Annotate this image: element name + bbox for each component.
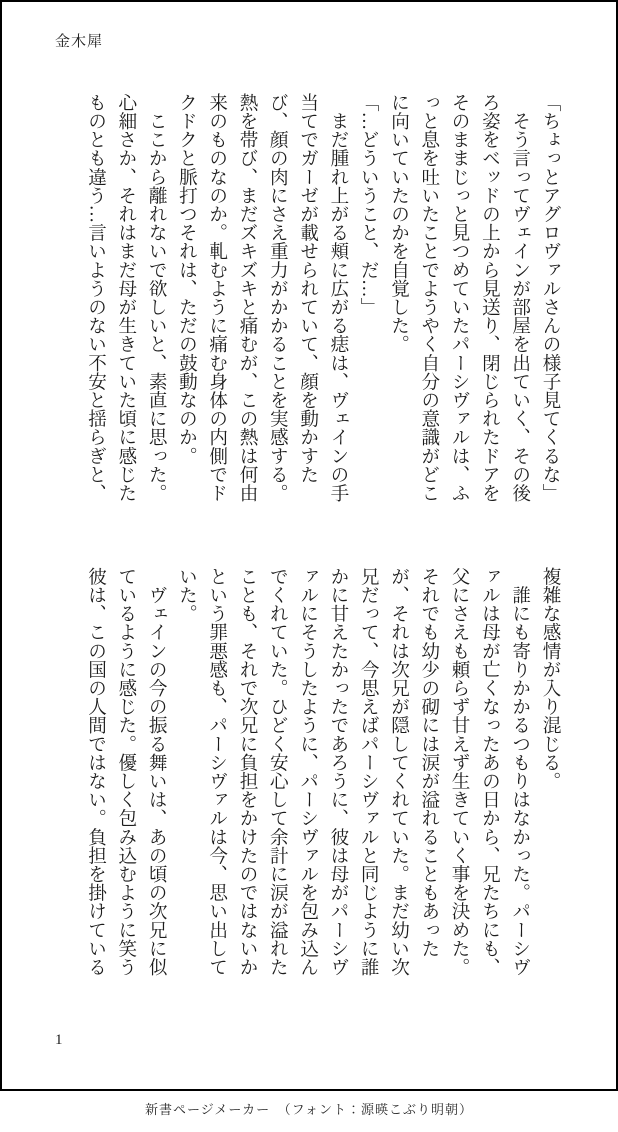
paragraph: 「…どういうこと、だ…」	[358, 93, 380, 317]
text-block-upper	[45, 93, 565, 509]
page-number: 1	[55, 1032, 63, 1048]
paragraph: ここから離れないで欲しいと、素直に思った。心細さか、それはまだ母が生きていた頃に感じたものとも違う…言いようのない不安と揺らぎと、	[85, 93, 168, 503]
paragraph: 誰にも寄りかかるつもりはなかった。パーシヴァルは母が亡くなったあの日から、兄たちにも、父にさえも頼らず甘えず生きていく事を決めた。それでも幼少の砌には涙が溢れることもあったが、それは次兄が隠してくれていた。まだ幼い次兄だって、今思えばパーシヴァルと同じように誰かに甘えたかったであろうに、彼は母がパーシヴァルにそうしたように、パーシヴァルを包み込んでくれていた。ひどく安心して余計に涙が溢れたことも、それで次兄に負担をかけたのではないかという罪悪感も、パーシヴァルは今、思い出していた。	[176, 567, 531, 977]
paragraph: そう言ってヴェインが部屋を出ていく、その後ろ姿をベッドの上から見送り、閉じられたドアをそのままじっと見つめていたパーシヴァルは、ふっと息を吐いたことでようやく自分の意識がどこに向いていたのかを自覚した。	[388, 93, 531, 503]
text-block-lower	[45, 567, 565, 983]
paragraph: ヴェインの今の振る舞いは、あの頃の次兄に似ているように感じた。優しく包み込むように笑う彼は、この国の人間ではない。負担を掛けている	[85, 567, 168, 977]
footer-caption: 新書ページメーカー （フォント：源暎こぶり明朝）	[145, 1102, 473, 1117]
page-header-title: 金木犀	[55, 34, 104, 50]
paragraph: 「ちょっとアグロヴァルさんの様子見てくるな」	[540, 93, 561, 503]
paragraph: 複雑な感情が入り混じる。	[540, 567, 561, 791]
paragraph: まだ腫れ上がる頬に広がる痣は、ヴェインの手当てでガーゼが載せられていて、顔を動かすたび、顔の肉にさえ重力がかかることを実感する。熱を帯び、まだズキズキと痛むが、この熱は何由来のものなのか。軋むように痛む身体の内側でドクドクと脈打つそれは、ただの鼓動なのか。	[176, 93, 349, 503]
